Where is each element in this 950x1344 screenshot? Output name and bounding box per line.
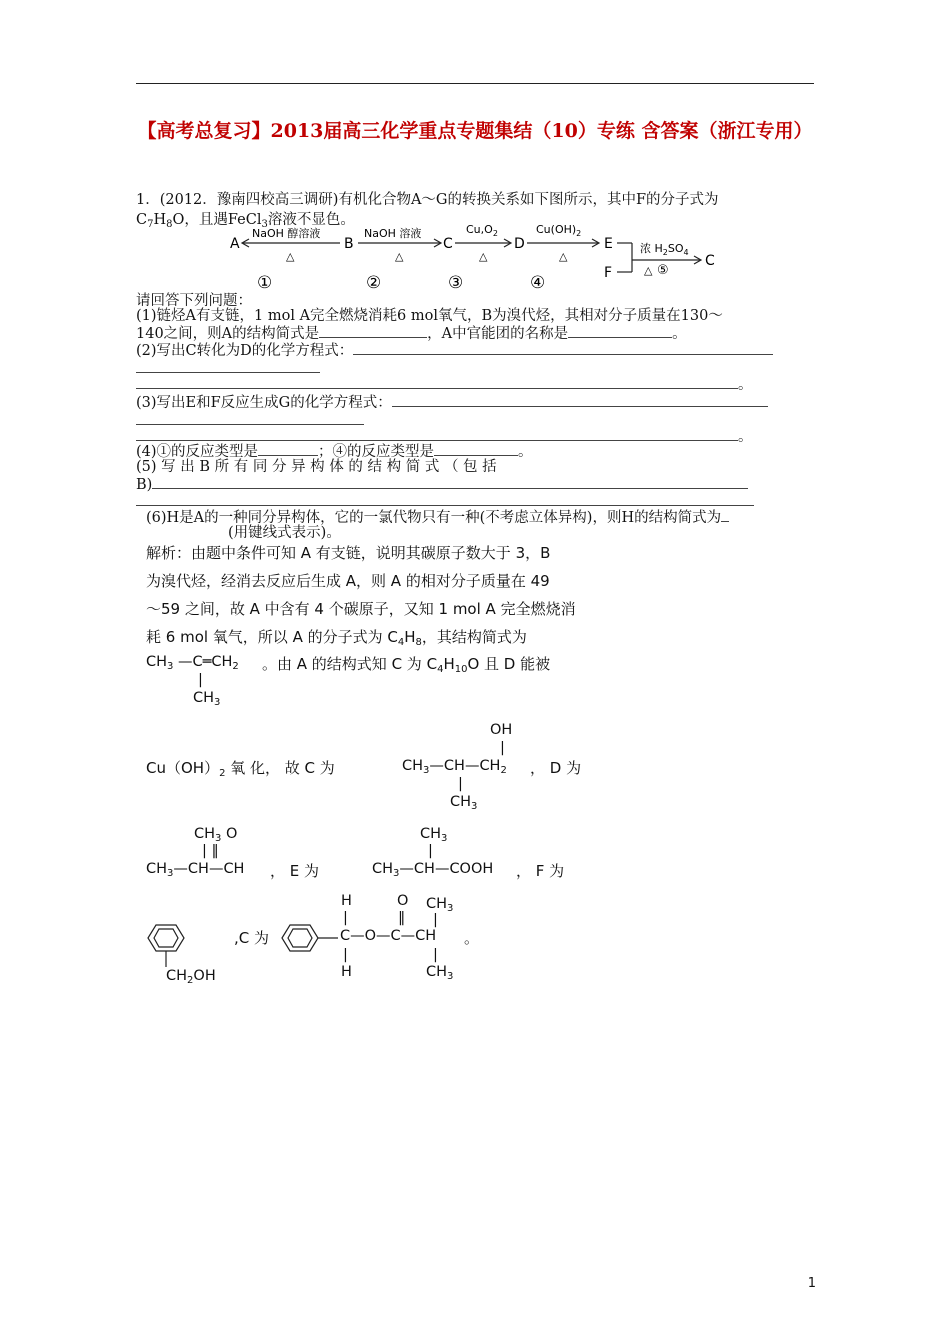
structure-d-bonds: | ‖ bbox=[202, 843, 219, 859]
reagent-2: NaOH 溶液 bbox=[364, 227, 422, 240]
ask-line: 请回答下列问题： bbox=[136, 293, 252, 309]
q6-line-2: (用键线式表示)。 bbox=[228, 525, 341, 541]
structure-g-bond-r: | bbox=[433, 912, 438, 928]
structure-g-h-bottom: H bbox=[341, 964, 352, 980]
structure-g-ch3-bottom: $CH_3$ bbox=[426, 964, 454, 982]
q2-line: (2)写出C转化为D的化学方程式： bbox=[136, 340, 814, 361]
solution-line-2: 为溴代烃，经消去反应后生成 A，则 A 的相对分子质量在 49 bbox=[146, 572, 550, 590]
structure-c-bond-down: | bbox=[458, 776, 463, 792]
q6-line: (6)H是A的一种同分异构体，它的一氯代物只有一种(不考虑立体异构)，则H的结构简式为 bbox=[146, 507, 814, 528]
structure-a-methyl: $CH_3$ bbox=[193, 690, 221, 708]
structure-a-bond: | bbox=[198, 672, 203, 688]
structure-g-h-top: H bbox=[341, 893, 352, 909]
structure-g-ch3-top: $CH_3$ bbox=[426, 896, 454, 914]
question-intro: 1．(2012．豫南四校高三调研)有机化合物A～G的转换关系如下图所示，其中F的分子式为 bbox=[136, 192, 719, 208]
structure-e: $CH_3—CH—COOH$ bbox=[372, 861, 494, 879]
reagent-1: NaOH 醇溶液 bbox=[252, 227, 321, 240]
structure-g-bond-bottom: | bbox=[343, 947, 348, 963]
structure-a: $CH_3$ $—C═CH_2$ bbox=[146, 654, 239, 672]
structure-e-bond: | bbox=[428, 843, 433, 859]
step-2: ② bbox=[366, 273, 382, 293]
heat-5: △ bbox=[644, 264, 653, 277]
page-number: 1 bbox=[807, 1276, 816, 1291]
structure-g-bond-r2: | bbox=[433, 947, 438, 963]
scheme-b: B bbox=[344, 236, 354, 252]
step-4: ④ bbox=[530, 273, 546, 293]
reagent-3: $Cu,O_2$ bbox=[466, 223, 498, 238]
structure-g-bond-top: | bbox=[343, 910, 348, 926]
heat-1: △ bbox=[286, 250, 295, 263]
scheme-d: D bbox=[514, 236, 525, 252]
structure-c: $CH_3—CH—CH_2$ bbox=[402, 758, 507, 776]
structure-g-o-top: O bbox=[397, 893, 409, 909]
step-1: ① bbox=[257, 273, 273, 293]
q4-line: (4)①的反应类型是 ；④的反应类型是 。 bbox=[136, 441, 814, 462]
step-3: ③ bbox=[448, 273, 464, 293]
scheme-a: A bbox=[230, 236, 240, 252]
structure-g: C—O—C—CH bbox=[340, 928, 437, 944]
structure-c-oh: OH bbox=[490, 722, 513, 738]
structure-f-ch2oh: $CH_2OH$ bbox=[166, 968, 216, 986]
question-intro-2: $C_7H_8O$，且遇FeCl$_3$溶液不显色。 bbox=[136, 212, 355, 230]
structure-d: $CH_3—CH—CH$ bbox=[146, 861, 245, 879]
page-title: 【高考总复习】2013届高三化学重点专题集结（10）专练 含答案（浙江专用） bbox=[137, 120, 813, 142]
reagent-5: 浓 $H_2SO_4$ bbox=[640, 242, 689, 257]
solution-line-8b: 。 bbox=[464, 929, 480, 947]
q3-line: (3)写出E和F反应生成G的化学方程式： bbox=[136, 392, 814, 413]
solution-line-1: 解析：由题中条件可知 A 有支链，说明其碳原子数大于 3，B bbox=[146, 544, 551, 562]
solution-line-6-tail: ， D 为 bbox=[530, 759, 582, 777]
structure-g-double: ‖ bbox=[398, 910, 406, 926]
structure-d-top: $CH_3$ O bbox=[194, 826, 238, 844]
q3-line-3: 。 bbox=[136, 426, 814, 447]
scheme-e: E bbox=[604, 236, 613, 252]
solution-line-3: ～59 之间，故 A 中含有 4 个碳原子，又知 1 mol A 完全燃烧消 bbox=[146, 600, 576, 618]
structure-e-top: $CH_3$ bbox=[420, 826, 448, 844]
structure-c-methyl: $CH_3$ bbox=[450, 794, 478, 812]
solution-line-6: $Cu(OH)_2$ 氧 化， 故 C 为 bbox=[146, 759, 335, 779]
q1-line-2: 140之间，则A的结构简式是 ，A中官能团的名称是 。 bbox=[136, 323, 814, 344]
q5-line: (5) 写 出 B 所 有 同 分 异 构 体 的 结 构 简 式 （ 包 括 bbox=[136, 459, 497, 475]
scheme-f: F bbox=[604, 265, 613, 281]
q2-line-3: 。 bbox=[136, 374, 814, 395]
heat-2: △ bbox=[395, 250, 404, 263]
solution-line-7b: ， F 为 bbox=[516, 862, 565, 880]
step-5: ⑤ bbox=[657, 263, 669, 278]
reagent-4: $Cu(OH)_2$ bbox=[536, 223, 582, 238]
solution-line-7a: ， E 为 bbox=[270, 862, 320, 880]
scheme-c2: C bbox=[705, 253, 715, 269]
heat-4: △ bbox=[559, 250, 568, 263]
heat-3: △ bbox=[479, 250, 488, 263]
q5-line-2: B) bbox=[136, 474, 814, 495]
solution-line-5: 。由 A 的结构式知 C 为 $C_4H_{10}O$ 且 D 能被 bbox=[262, 655, 551, 675]
solution-line-8a: ,C 为 bbox=[234, 929, 270, 947]
solution-line-4: 耗 6 mol 氧气，所以 A 的分子式为 $C_4H_8$，其结构简式为 bbox=[146, 628, 527, 648]
q1-line-1: (1)链烃A有支链，1 mol A完全燃烧消耗6 mol氧气，B为溴代烃，其相对分子质量在130～ bbox=[136, 308, 723, 324]
scheme-c: C bbox=[443, 236, 453, 252]
structure-c-bond-up: | bbox=[500, 740, 505, 756]
